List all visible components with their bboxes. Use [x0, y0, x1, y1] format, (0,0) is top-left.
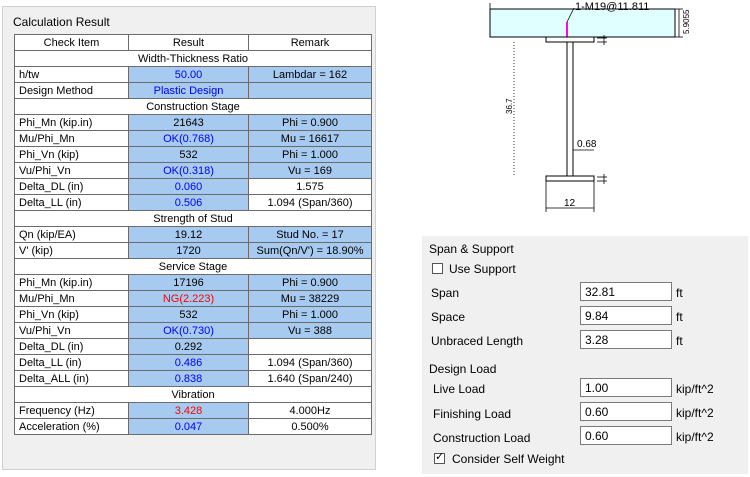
concrete-slab — [490, 9, 675, 37]
span-support-title: Span & Support — [429, 242, 514, 256]
span-label: Span — [431, 286, 460, 300]
row-remark: Sum(Qn/V') = 18.90% — [249, 243, 372, 259]
row-remark — [249, 83, 372, 99]
section-row — [15, 259, 372, 275]
row-remark: Mu = 16617 — [249, 131, 372, 147]
row-result: 3.428 — [129, 403, 249, 419]
table-row — [15, 371, 372, 387]
row-label: Design Method — [15, 83, 129, 99]
space-label: Space — [431, 310, 466, 324]
span-and-load-input-panel — [422, 236, 748, 474]
use-support-checkbox[interactable] — [432, 263, 443, 274]
row-label: Mu/Phi_Mn — [15, 291, 129, 307]
row-label: V' (kip) — [15, 243, 129, 259]
row-result: OK(0.318) — [129, 163, 249, 179]
composite-beam-section-diagram — [470, 0, 710, 225]
row-label: Delta_DL (in) — [15, 179, 129, 195]
section-width-thickness: Width-Thickness Ratio — [15, 51, 372, 67]
section-construction-stage: Construction Stage — [15, 99, 372, 115]
live-load-input[interactable] — [580, 378, 672, 397]
row-label: Delta_LL (in) — [15, 355, 129, 371]
section-row — [15, 211, 372, 227]
header-result: Result — [129, 35, 249, 51]
span-unit: ft — [676, 286, 683, 300]
row-remark: 0.500% — [249, 419, 372, 435]
row-result: OK(0.730) — [129, 323, 249, 339]
row-remark: 1.575 — [249, 179, 372, 195]
use-support-label: Use Support — [449, 262, 516, 276]
row-label: Delta_DL (in) — [15, 339, 129, 355]
section-row — [15, 99, 372, 115]
construction-load-unit: kip/ft^2 — [676, 430, 714, 444]
row-result: 0.506 — [129, 195, 249, 211]
table-row — [15, 147, 372, 163]
row-result: 0.060 — [129, 179, 249, 195]
header-check-item: Check Item — [15, 35, 129, 51]
section-service-stage: Service Stage — [15, 259, 372, 275]
space-unit: ft — [676, 310, 683, 324]
row-remark: Phi = 0.900 — [249, 275, 372, 291]
web-height-label: 36.7 — [505, 98, 514, 114]
header-remark: Remark — [249, 35, 372, 51]
row-label: Phi_Mn (kip.in) — [15, 275, 129, 291]
row-remark: Vu = 388 — [249, 323, 372, 339]
row-result: 1720 — [129, 243, 249, 259]
section-row — [15, 51, 372, 67]
row-result: 19.12 — [129, 227, 249, 243]
row-result: 0.486 — [129, 355, 249, 371]
row-label: Mu/Phi_Mn — [15, 131, 129, 147]
table-row — [15, 275, 372, 291]
unbraced-length-label: Unbraced Length — [431, 334, 524, 348]
finishing-load-unit: kip/ft^2 — [676, 406, 714, 420]
top-flange — [546, 37, 594, 42]
row-result: OK(0.768) — [129, 131, 249, 147]
row-remark: Vu = 169 — [249, 163, 372, 179]
row-result: 21643 — [129, 115, 249, 131]
row-result: 17196 — [129, 275, 249, 291]
table-row — [15, 419, 372, 435]
table-row — [15, 403, 372, 419]
stud-label: 1-M19@11.811 — [575, 1, 650, 13]
table-row — [15, 67, 372, 83]
table-row — [15, 291, 372, 307]
table-row — [15, 83, 372, 99]
row-label: Vu/Phi_Vn — [15, 323, 129, 339]
calculation-result-title: Calculation Result — [13, 15, 110, 29]
table-row — [15, 243, 372, 259]
row-result: Plastic Design — [129, 83, 249, 99]
row-remark — [249, 339, 372, 355]
row-result: 532 — [129, 147, 249, 163]
construction-load-input[interactable] — [580, 426, 672, 445]
section-row — [15, 387, 372, 403]
consider-self-weight-checkbox[interactable] — [434, 453, 445, 464]
table-row — [15, 355, 372, 371]
slab-depth-label: 5.9055 — [682, 9, 691, 34]
row-result: 0.292 — [129, 339, 249, 355]
span-input[interactable] — [580, 282, 672, 301]
row-label: Phi_Vn (kip) — [15, 307, 129, 323]
finishing-load-input[interactable] — [580, 402, 672, 421]
table-row — [15, 115, 372, 131]
row-remark: Phi = 0.900 — [249, 115, 372, 131]
table-row — [15, 163, 372, 179]
finishing-load-label: Finishing Load — [433, 407, 512, 421]
consider-self-weight-label: Consider Self Weight — [452, 452, 565, 466]
row-result: 50.00 — [129, 67, 249, 83]
live-load-label: Live Load — [433, 382, 486, 396]
row-remark: 1.640 (Span/240) — [249, 371, 372, 387]
row-label: h/tw — [15, 67, 129, 83]
table-row — [15, 195, 372, 211]
row-label: Delta_ALL (in) — [15, 371, 129, 387]
web — [567, 42, 573, 176]
table-row — [15, 179, 372, 195]
space-input[interactable] — [580, 306, 672, 325]
row-label: Qn (kip/EA) — [15, 227, 129, 243]
row-result: 532 — [129, 307, 249, 323]
row-remark: 1.094 (Span/360) — [249, 195, 372, 211]
table-row — [15, 307, 372, 323]
row-result: 0.047 — [129, 419, 249, 435]
row-label: Acceleration (%) — [15, 419, 129, 435]
table-row — [15, 339, 372, 355]
row-remark: Phi = 1.000 — [249, 147, 372, 163]
row-label: Frequency (Hz) — [15, 403, 129, 419]
section-vibration: Vibration — [15, 387, 372, 403]
table-row — [15, 227, 372, 243]
calculation-result-panel — [2, 6, 376, 470]
table-header-row — [15, 35, 372, 51]
unbraced-length-input[interactable] — [580, 330, 672, 349]
web-thickness-label: 0.68 — [577, 139, 597, 150]
row-result: 0.838 — [129, 371, 249, 387]
row-label: Phi_Mn (kip.in) — [15, 115, 129, 131]
self-weight-check-mark: ✓ — [435, 451, 445, 463]
section-strength-of-stud: Strength of Stud — [15, 211, 372, 227]
row-remark: Mu = 38229 — [249, 291, 372, 307]
row-remark: 4.000Hz — [249, 403, 372, 419]
row-label: Phi_Vn (kip) — [15, 147, 129, 163]
calculation-result-table — [14, 34, 372, 435]
row-remark: Phi = 1.000 — [249, 307, 372, 323]
design-load-title: Design Load — [429, 362, 497, 376]
row-result: NG(2.223) — [129, 291, 249, 307]
row-remark: 1.094 (Span/360) — [249, 355, 372, 371]
flange-width-label: 12 — [564, 198, 576, 209]
table-row — [15, 131, 372, 147]
table-row — [15, 323, 372, 339]
row-label: Vu/Phi_Vn — [15, 163, 129, 179]
construction-load-label: Construction Load — [433, 431, 531, 445]
row-remark: Lambdar = 162 — [249, 67, 372, 83]
live-load-unit: kip/ft^2 — [676, 382, 714, 396]
unbraced-length-unit: ft — [676, 334, 683, 348]
row-label: Delta_LL (in) — [15, 195, 129, 211]
bottom-flange — [546, 176, 594, 181]
row-remark: Stud No. = 17 — [249, 227, 372, 243]
